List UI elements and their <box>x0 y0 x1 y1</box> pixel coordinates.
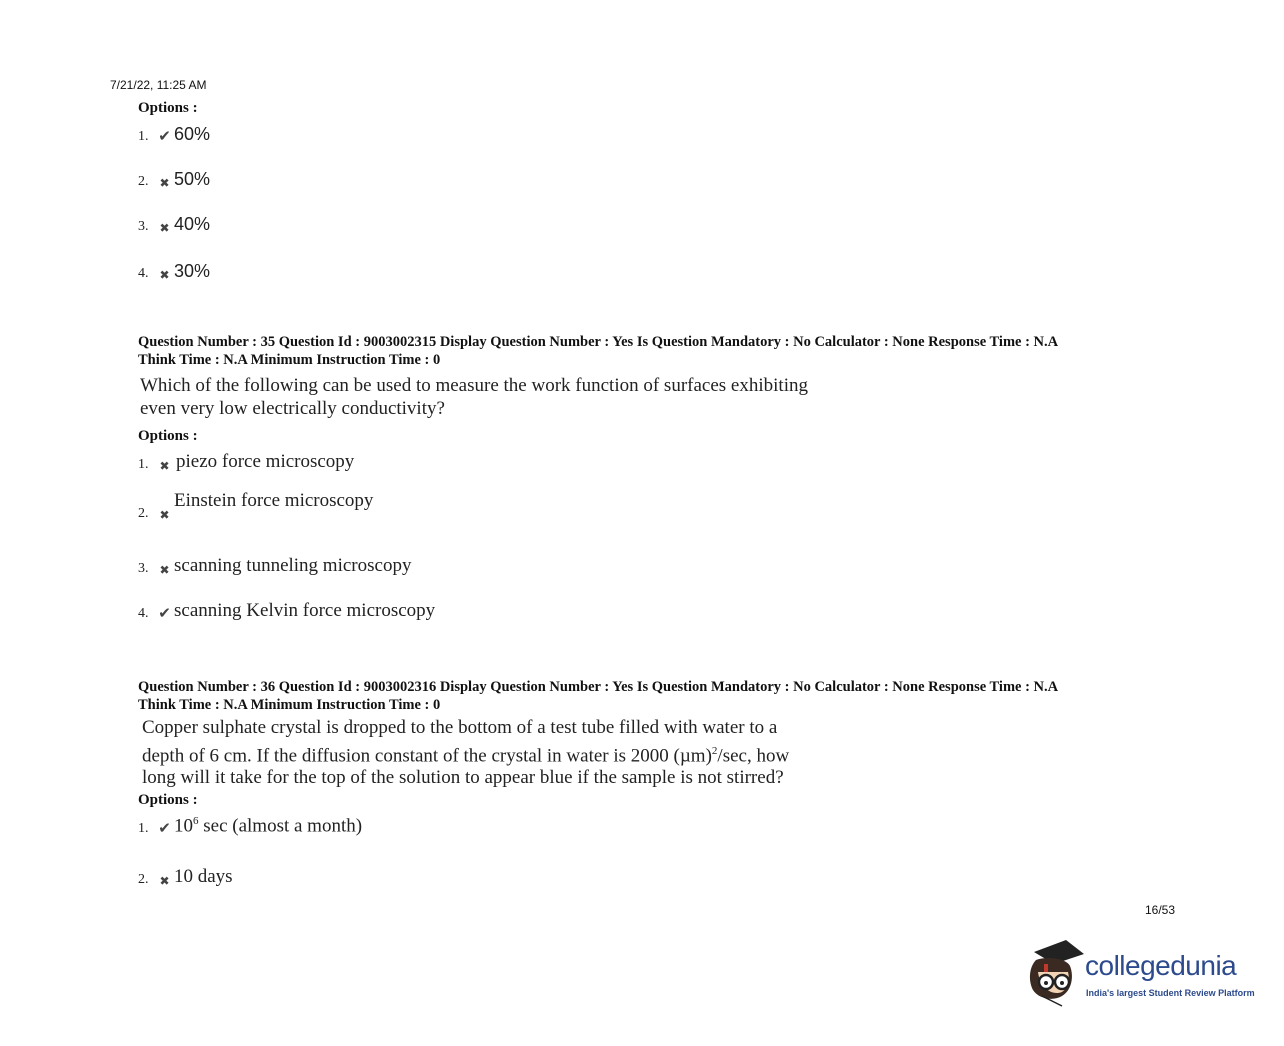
timestamp: 7/21/22, 11:25 AM <box>110 78 207 92</box>
cross-icon: ✖ <box>159 459 170 473</box>
option-text: 50% <box>174 169 211 189</box>
collegedunia-mascot-icon <box>1022 938 1086 1008</box>
check-icon: ✔ <box>158 127 171 145</box>
option-item <box>138 866 233 888</box>
options-label: Options : <box>138 792 198 808</box>
question-text-segment: depth of 6 cm. If the diffusion constant of the crystal in water is 2000 (µm) <box>142 744 712 766</box>
check-icon: ✔ <box>158 604 171 622</box>
logo-wordmark: collegedunia <box>1085 950 1237 981</box>
option-text: 30% <box>174 261 211 281</box>
option-number: 4. <box>138 606 149 621</box>
cross-icon: ✖ <box>159 176 170 190</box>
option-text-segment: 10 <box>174 815 193 837</box>
question-text-line: long will it take for the top of the solution to appear blue if the sample is not stirred? <box>142 767 784 789</box>
question-text-line: Which of the following can be used to measure the work function of surfaces exhibiting <box>140 375 808 396</box>
cross-icon: ✖ <box>159 221 170 235</box>
option-text: 40% <box>174 214 211 234</box>
question-text-line <box>142 740 789 768</box>
option-item <box>138 169 210 190</box>
logo-tagline: India's largest Student Review Platform <box>1086 988 1255 998</box>
superscript: 6 <box>193 815 199 827</box>
options-label: Options : <box>138 100 198 116</box>
question-meta-line: Think Time : N.A Minimum Instruction Time : 0 <box>138 697 441 713</box>
option-number: 1. <box>138 129 149 144</box>
option-item <box>138 214 210 235</box>
options-label: Options : <box>138 428 198 444</box>
question-text <box>142 717 789 790</box>
option-number: 3. <box>138 219 149 234</box>
question-text-segment: /sec, how <box>717 744 790 766</box>
page-number: 16/53 <box>1145 903 1176 917</box>
question-text-line: even very low electrically conductivity? <box>140 398 445 419</box>
option-number: 2. <box>138 174 149 189</box>
question-meta <box>138 678 1058 714</box>
option-item <box>138 261 210 282</box>
question-text <box>140 374 808 420</box>
option-text: piezo force microscopy <box>176 451 355 472</box>
option-item <box>138 815 362 837</box>
option-number: 2. <box>138 872 149 887</box>
cross-icon: ✖ <box>159 563 170 577</box>
question-text-line: Copper sulphate crystal is dropped to the bottom of a test tube filled with water to a <box>142 717 778 738</box>
option-number: 1. <box>138 457 149 472</box>
question-meta-line: Think Time : N.A Minimum Instruction Time : 0 <box>138 352 441 368</box>
option-text: scanning tunneling microscopy <box>174 555 412 576</box>
cross-icon: ✖ <box>159 268 170 282</box>
option-number: 1. <box>138 821 149 837</box>
option-number: 2. <box>138 506 149 521</box>
option-number: 4. <box>138 266 149 281</box>
question-meta-line: Question Number : 35 Question Id : 9003002315 Display Question Number : Yes Is Question Mandatory : No Calculator : None Response Time : N.A <box>138 334 1059 350</box>
cross-icon: ✖ <box>159 508 170 522</box>
option-item <box>138 451 354 473</box>
option-text-segment: sec (almost a month) <box>198 815 363 837</box>
option-number: 3. <box>138 561 149 576</box>
superscript: 2 <box>711 744 718 757</box>
option-item <box>138 600 435 622</box>
option-text: Einstein force microscopy <box>174 490 374 511</box>
option-item <box>138 124 210 145</box>
check-icon: ✔ <box>158 819 171 838</box>
cross-icon: ✖ <box>159 874 170 888</box>
option-item <box>138 490 374 522</box>
option-text: 60% <box>174 124 211 144</box>
option-text <box>174 815 362 837</box>
question-meta-line: Question Number : 36 Question Id : 9003002316 Display Question Number : Yes Is Question Mandatory : No Calculator : None Response Time : N.A <box>138 679 1059 695</box>
option-text: scanning Kelvin force microscopy <box>174 600 436 621</box>
question-meta <box>138 333 1058 369</box>
option-item <box>138 555 411 577</box>
option-text: 10 days <box>174 866 233 887</box>
